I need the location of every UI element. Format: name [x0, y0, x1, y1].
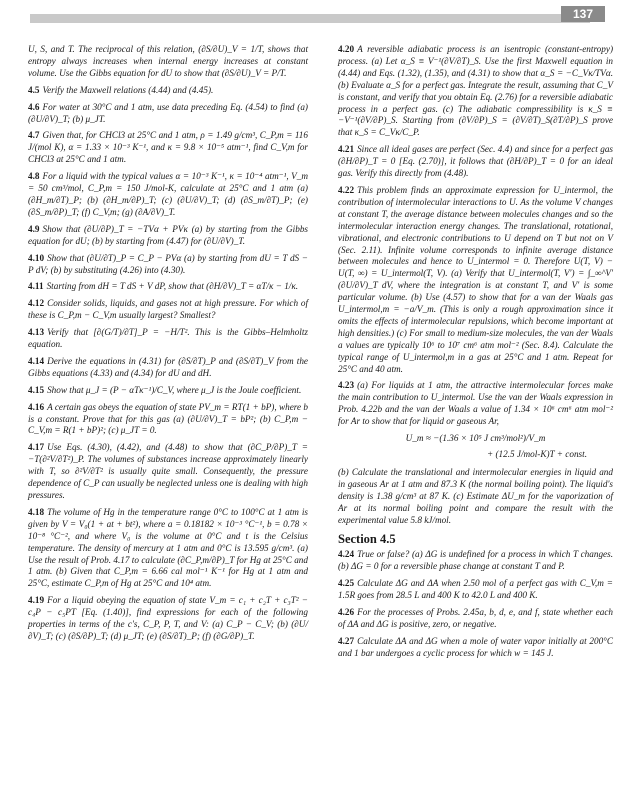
page-header — [0, 0, 639, 28]
problem-4-21: 4.21 Since all ideal gases are perfect (Sec. 4.4) and since for a perfect gas (∂H/∂P)_T = 0 [Eq. (2.70)], it follows that (∂H/∂P)_T = 0 for an ideal gas. Verify this directly from (4.48). — [338, 144, 613, 179]
equation-line-1: U_m ≈ −(1.36 × 10⁵ J cm³/mol²)/V_m — [405, 433, 546, 444]
problem-4-9: 4.9 Show that (∂U/∂P)_T = −TVα + PVκ (a) by starting from the Gibbs equation for dU; (b) by starting from (4.47) for (∂U/∂V)_T. — [28, 223, 308, 246]
problem-4-14: 4.14 Derive the equations in (4.31) for (∂S/∂T)_P and (∂S/∂T)_V from the Gibbs equations (4.33) and (4.34) for dU and dH. — [28, 355, 308, 378]
problem-4-18: 4.18 The volume of Hg in the temperature range 0°C to 100°C at 1 atm is given by V = V₀(1 + at + bt²), where a = 0.18182 × 10⁻³ °C⁻¹, b = 0.78 × 10⁻⁸ °C⁻², and where V₀ is the volume at 0°C and t is the Celsius temperature. The density of mercury at 1 atm and 0°C is 13.595 g/cm³. (a) Use the result of Prob. 4.17 to calculate (∂C_P,m/∂P)_T for Hg at 25°C and 1 atm. (b) Given that C_P,m = 6.66 cal mol⁻¹ K⁻¹ for Hg at 1 atm and 25°C, estimate C_P,m of Hg at 25°C and 10⁴ atm. — [28, 506, 308, 589]
section-title: Section 4.5 — [338, 532, 396, 547]
problem-4-15: 4.15 Show that μ_J = (P − αTκ⁻¹)/C_V, where μ_J is the Joule coefficient. — [28, 384, 302, 395]
problem-4-13: 4.13 Verify that [∂(G/T)/∂T]_P = −H/T². This is the Gibbs–Helmholtz equation. — [28, 327, 308, 350]
problem-4-26: 4.26 For the processes of Probs. 2.45a, b, d, e, and f, state whether each of ΔA and ΔG is positive, zero, or negative. — [338, 606, 613, 629]
problem-4-7: 4.7 Given that, for CHCl3 at 25°C and 1 atm, ρ = 1.49 g/cm³, C_P,m = 116 J/(mol K), α = 1.33 × 10⁻³ K⁻¹, and κ = 9.8 × 10⁻⁵ atm⁻¹, find C_V,m for CHCl3 at 25°C and 1 atm. — [28, 130, 308, 165]
problem-4-20: 4.20 A reversible adiabatic process is an isentropic (constant-entropy) process. (a) Let α_S ≡ V⁻¹(∂V/∂T)_S. Use the first Maxwell equation in (4.44) and Eqs. (1.32), (1.35), and (4.31) to show that α_S = −C_Vκ/TVα. (b) Evaluate α_S for a perfect gas. Integrate the result, assuming that C_V is constant, and verify that you obtain Eq. (2.76) for a reversible adiabatic process in a perfect gas. (c) The adiabatic compressibility is κ_S ≡ −V⁻¹(∂V/∂P)_S. Starting from (∂V/∂P)_S = (∂V/∂T)_S(∂T/∂P)_S prove that κ_S = C_Vκ/C_P. — [338, 44, 613, 138]
equation-line-2: + (12.5 J/mol-K)T + const. — [486, 449, 587, 459]
problem-4-27: 4.27 Calculate ΔA and ΔG when a mole of water vapor initially at 200°C and 1 bar undergoes a cyclic process for which w = 145 J. — [338, 635, 613, 658]
problem-4-24: 4.24 True or false? (a) ΔG is undefined for a process in which T changes. (b) ΔG = 0 for a reversible phase change at constant T and P. — [338, 549, 613, 572]
problem-4-23: 4.23 (a) For liquids at 1 atm, the attractive intermolecular forces make the main contribution to U_intermol. Use the van der Waals expression in Prob. 4.22b and the van der Waals a value of 1.34 × 10⁶ cm⁶ atm mol⁻² for Ar to show that for liquid or gaseous Ar, — [338, 380, 613, 427]
left-column — [28, 44, 308, 648]
problem-4-8: 4.8 For a liquid with the typical values α = 10⁻³ K⁻¹, κ = 10⁻⁴ atm⁻¹, V_m = 50 cm³/mol, C_P,m = 150 J/mol-K, calculate at 25°C and 1 atm (a) (∂H_m/∂T)_P; (b) (∂H_m/∂P)_T; (c) (∂U/∂V)_T; (d) (∂S_m/∂T)_P; (e) (∂S_m/∂P)_T; (f) C_V,m; (g) (∂A/∂V)_T. — [28, 171, 308, 217]
header-band — [30, 14, 590, 23]
page-number: 137 — [561, 6, 605, 22]
problem-4-11: 4.11 Starting from dH = T dS + V dP, show that (∂H/∂V)_T = αT/κ − 1/κ. — [28, 281, 299, 292]
problem-4-6: 4.6 For water at 30°C and 1 atm, use data preceding Eq. (4.54) to find (a) (∂U/∂V)_T; (b) μ_JT. — [28, 101, 308, 124]
problem-4-5: 4.5 Verify the Maxwell relations (4.44) and (4.45). — [28, 84, 214, 95]
problem-4-22: 4.22 This problem finds an approximate expression for U_intermol, the contribution of intermolecular interactions to U. As the volume V changes at constant T, the average distance between molecules changes and so the intermolecular interaction energy changes. The translational, rotational, vibrational, and electronic contributions to U depend on T but not on V (Sec. 2.11). Infinite volume corresponds to infinite average distance between molecules and hence to U_intermol = 0. Therefore U(T, V) − U(T, ∞) = U_intermol(T, V). (a) Verify that U_intermol(T, V′) = ∫_∞^V′ (∂U/∂V)_T dV, where the integration is at constant T, and V′ is some particular volume. (b) Use (4.57) to show that for a van der Waals gas U_intermol,m = −a/V_m. (This is only a rough approximation since it omits the effects of intermolecular repulsions, which become important at high densities.) (c) For small to medium-size molecules, the van der Waals a values are typically 10⁶ to 10⁷ cm⁶ atm mol⁻² (Sec. 8.4). Calculate the typical range of U_intermol,m in a gas at 25°C and 1 atm. Repeat for 25°C and 40 atm. — [338, 184, 613, 374]
problem-continuation: U, S, and T. The reciprocal of this relation, (∂S/∂U)_V = 1/T, shows that entropy always increases when internal energy increases at constant volume. Use the Gibbs equation for dU to show that (∂S/∂U)_V = P/T. — [28, 44, 308, 78]
problem-4-19: 4.19 For a liquid obeying the equation of state V_m = c₁ + c₂T + c₃T² − c₄P − c₅PT [Eq. (1.40)], find expressions for each of the following properties in terms of the c's, C_P, P, T, and V: (a) C_P − C_V; (b) (∂U/∂V)_T; (c) (∂S/∂P)_T; (d) μ_JT; (e) (∂S/∂T)_P; (f) (∂G/∂P)_T. — [28, 595, 308, 641]
problem-4-25: 4.25 Calculate ΔG and ΔA when 2.50 mol of a perfect gas with C_V,m = 1.5R goes from 28.5 L and 400 K to 42.0 L and 400 K. — [338, 578, 613, 601]
problem-4-10: 4.10 Show that (∂U/∂T)_P = C_P − PVα (a) by starting from dU = T dS − P dV; (b) by substituting (4.26) into (4.30). — [28, 252, 308, 275]
problem-4-23-continued: (b) Calculate the translational and intermolecular energies in liquid and in gaseous Ar at 1 atm and 87.3 K (the normal boiling point). The liquid's density is 1.38 g/cm³ at 87 K. (c) Estimate ΔU_m for the vaporization of Ar at its normal boiling point and compare the result with the experimental value 5.8 kJ/mol. — [338, 466, 613, 525]
problem-4-16: 4.16 A certain gas obeys the equation of state PV_m = RT(1 + bP), where b is a constant. Prove that for this gas (a) (∂U/∂V)_T = bP²; (b) C_P,m − C_V,m = R(1 + bP)²; (c) μ_JT = 0. — [28, 401, 308, 436]
problem-4-17: 4.17 Use Eqs. (4.30), (4.42), and (4.48) to show that (∂C_P/∂P)_T = −T(∂²V/∂T²)_P. The volumes of substances increase approximately linearly with T, so ∂²V/∂T² is usually quite small. Consequently, the pressure dependence of C_P can usually be neglected unless one is dealing with high pressures. — [28, 442, 308, 500]
right-column — [338, 44, 613, 665]
problem-4-12: 4.12 Consider solids, liquids, and gases not at high pressure. For which of these is C_P,m − C_V,m usually largest? Smallest? — [28, 298, 308, 321]
